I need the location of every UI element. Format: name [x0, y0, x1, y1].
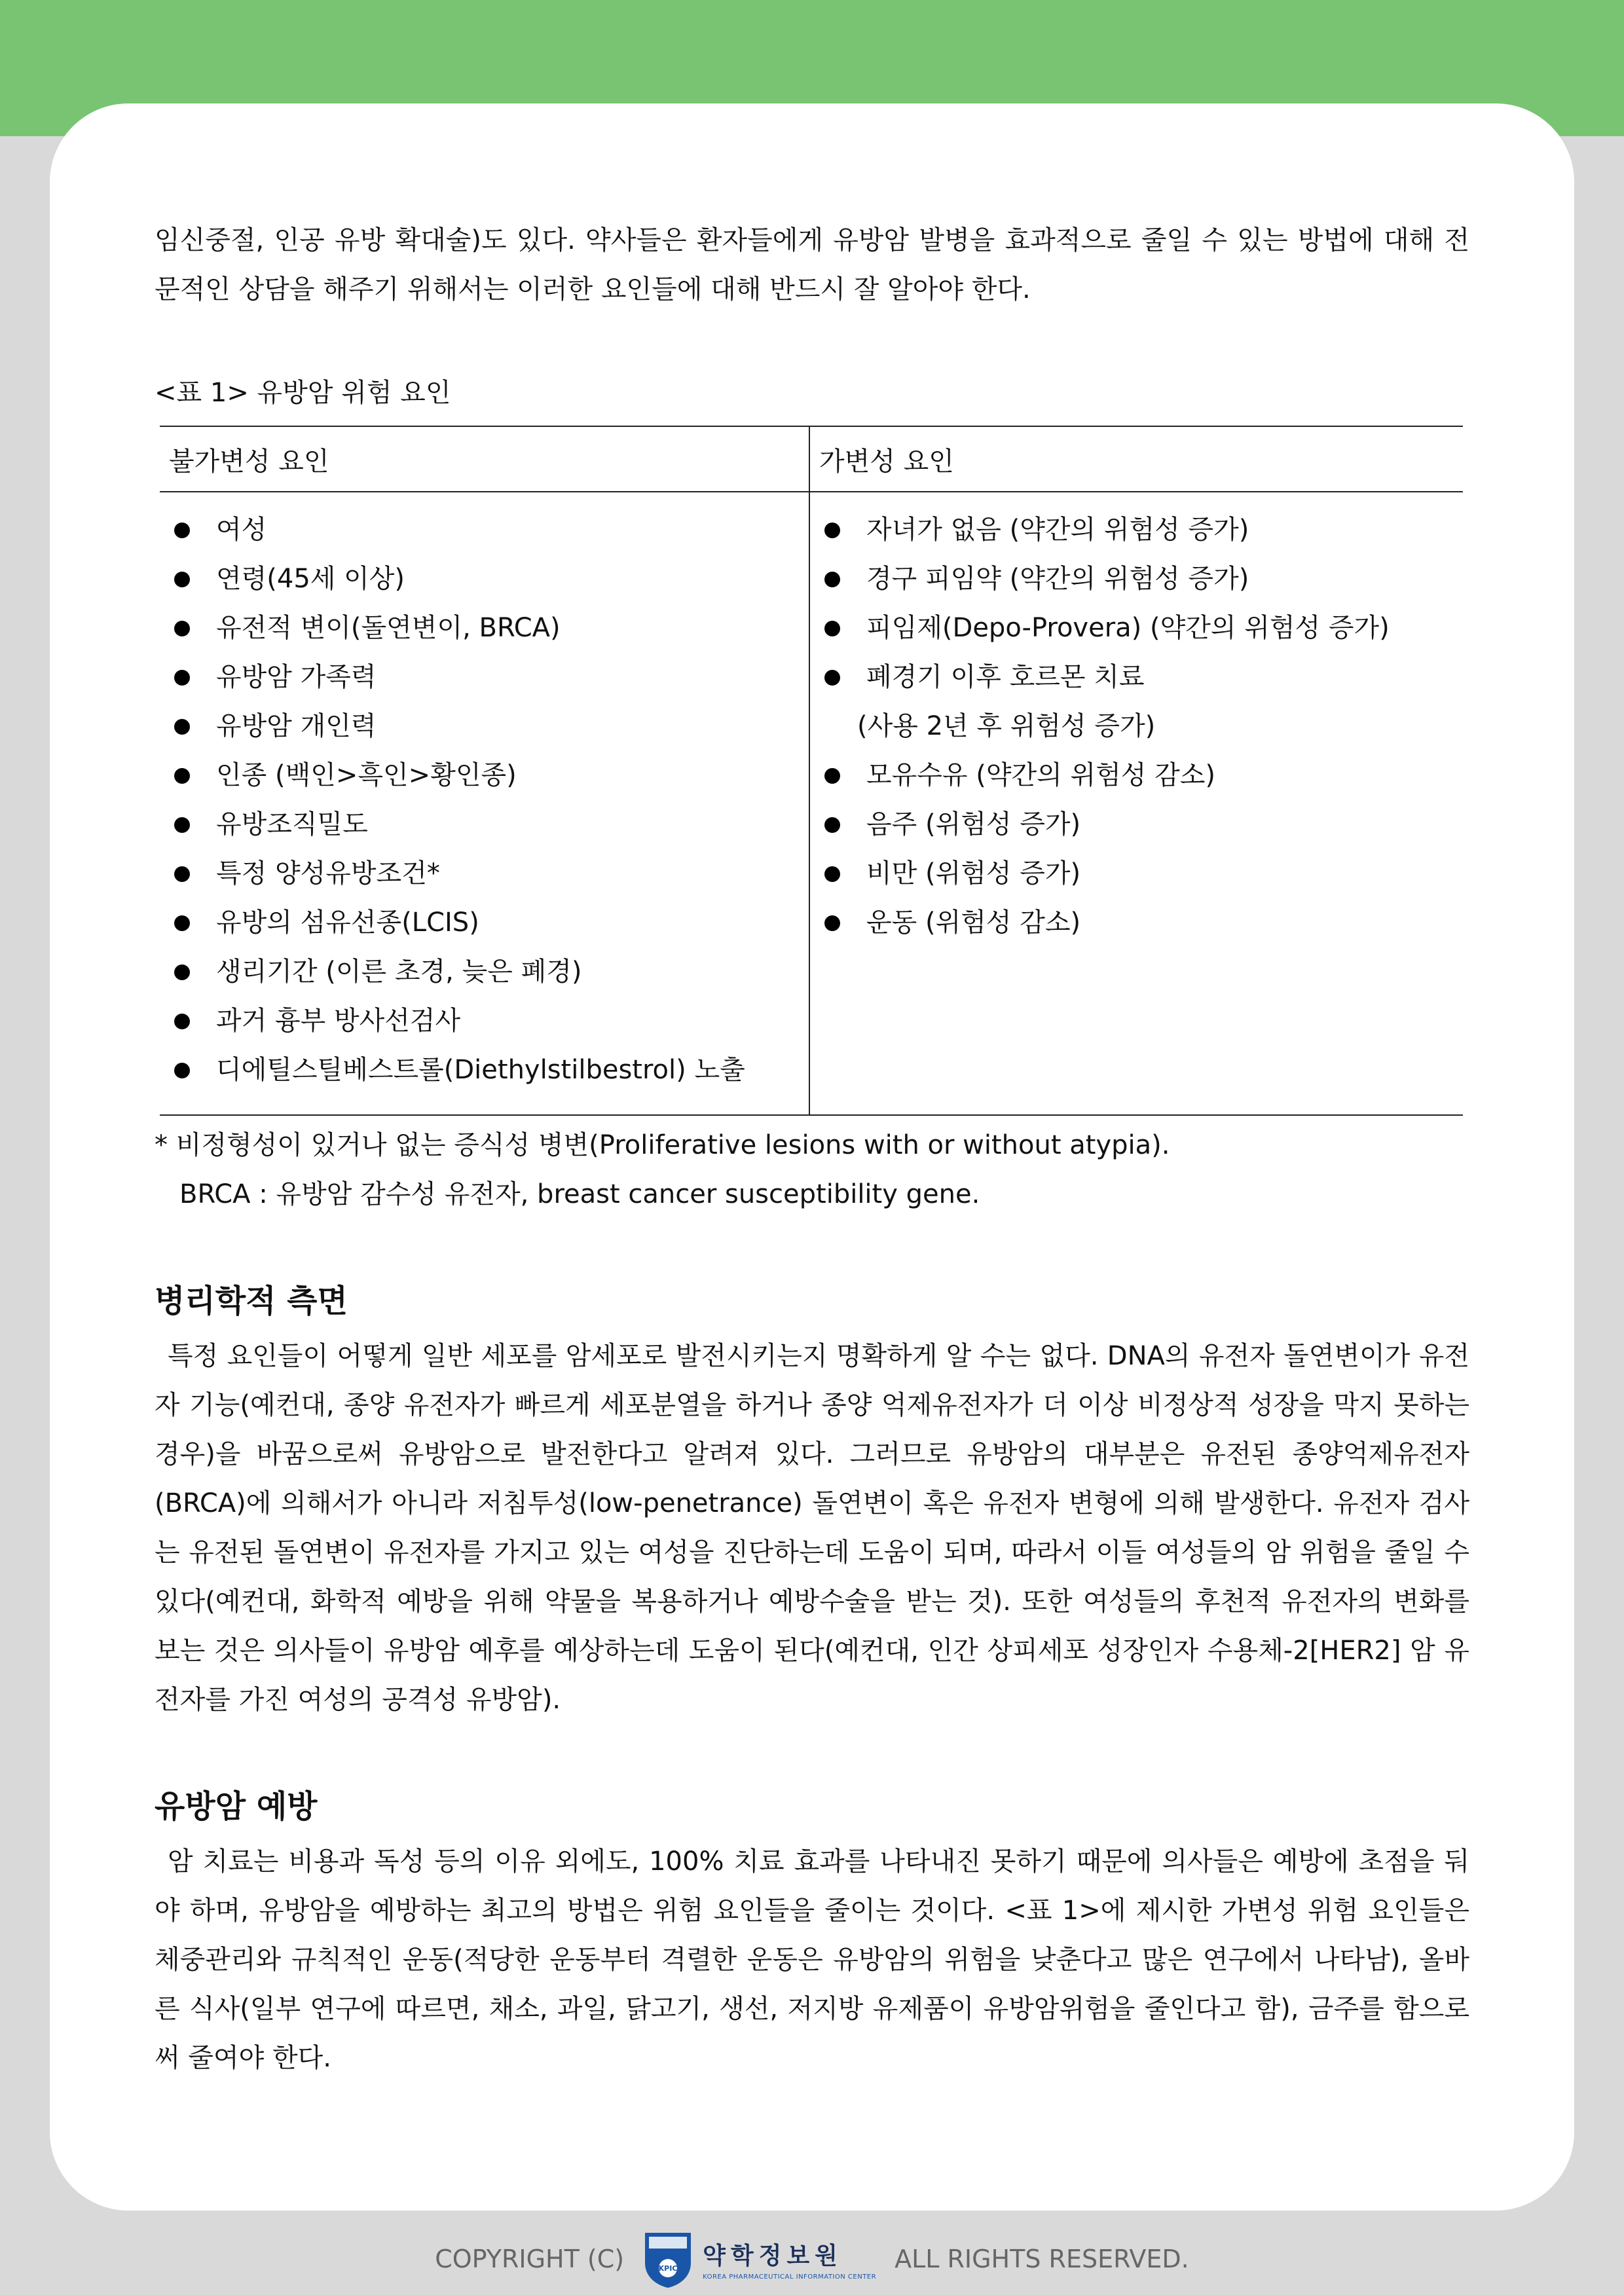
list-item: 음주 (위험성 증가): [819, 800, 1463, 849]
kpic-emblem-icon: [642, 2229, 693, 2289]
list-item: 유방의 섬유선종(LCIS): [169, 898, 809, 947]
non-modifiable-cell: [160, 492, 809, 1115]
logo-wordmark: [703, 2237, 876, 2281]
list-item: 유방암 가족력: [169, 653, 809, 702]
list-item: 운동 (위험성 감소): [819, 898, 1463, 947]
list-item-continuation: (사용 2년 후 위험성 증가): [857, 711, 1156, 741]
list-item: 연령(45세 이상): [169, 555, 809, 604]
risk-factor-table: [160, 426, 1463, 1116]
list-item: 유방암 개인력: [169, 702, 809, 751]
logo-badge-text: KPIC: [658, 2264, 678, 2273]
section-heading-prevention: 유방암 예방: [155, 1788, 318, 1825]
list-item: 모유수유 (약간의 위험성 감소): [819, 751, 1463, 800]
list-item: 생리기간 (이른 초경, 늦은 폐경): [169, 947, 809, 997]
section-heading-pathology: 병리학적 측면: [155, 1283, 348, 1319]
logo-korean-name: 약학정보원: [703, 2243, 843, 2269]
list-item: 여성: [169, 505, 809, 555]
column-header-non-modifiable: 불가변성 요인: [160, 426, 809, 492]
table-caption: <표 1> 유방암 위험 요인: [155, 378, 451, 408]
list-item: 경구 피임약 (약간의 위험성 증가): [819, 555, 1463, 604]
list-item: 특정 양성유방조건*: [169, 849, 809, 898]
section-body-prevention: 암 치료는 비용과 독성 등의 이유 외에도, 100% 치료 효과를 나타내진 못하기 때문에 의사들은 예방에 초점을 둬야 하며, 유방암을 예방하는 최고의 방법은 위험 요인들을 줄이는 것이다. <표 1>에 제시한 가변성 위험 요인들은 체중관리와 규칙적인 운동(적당한 운동부터 격렬한 운동은 유방암의 위험을 낮춘다고 많은 연구에서 나타남), 올바른 식사(일부 연구에 따르면, 채소, 과일, 닭고기, 생선, 저지방 유제품이 유방암위험을 줄인다고 함), 금주를 함으로써 줄여야 한다.: [155, 1846, 1469, 2073]
copyright-text: COPYRIGHT (C): [435, 2245, 625, 2273]
rights-text: ALL RIGHTS RESERVED.: [895, 2245, 1189, 2273]
footnote-brca: BRCA : 유방암 감수성 유전자, breast cancer susceptibility gene.: [179, 1179, 980, 1209]
list-item: 유전적 변이(돌연변이, BRCA): [169, 604, 809, 653]
list-item: 자녀가 없음 (약간의 위험성 증가): [819, 505, 1463, 555]
modifiable-list: [819, 505, 1463, 947]
list-item: 피임제(Depo-Provera) (약간의 위험성 증가): [819, 604, 1463, 653]
non-modifiable-list: [169, 505, 809, 1095]
page-footer: [0, 2223, 1624, 2295]
list-item: 폐경기 이후 호르몬 치료: [819, 653, 1463, 702]
list-item: 유방조직밀도: [169, 800, 809, 849]
list-item: 디에틸스틸베스트롤(Diethylstilbestrol) 노출: [169, 1046, 809, 1095]
footnote-atypia: * 비정형성이 있거나 없는 증식성 병변(Proliferative lesions with or without atypia).: [155, 1130, 1170, 1160]
list-item: 과거 흉부 방사선검사: [169, 997, 809, 1046]
logo-english-name: KOREA PHARMACEUTICAL INFORMATION CENTER: [703, 2273, 877, 2281]
section-body-pathology: 특정 요인들이 어떻게 일반 세포를 암세포로 발전시키는지 명확하게 알 수는 없다. DNA의 유전자 돌연변이가 유전자 기능(예컨대, 종양 유전자가 빠르게 세포분열을 하거나 종양 억제유전자가 더 이상 비정상적 성장을 막지 못하는 경우)을 바꿈으로써 유방암으로 발전한다고 알려져 있다. 그러므로 유방암의 대부분은 유전된 종양억제유전자(BRCA)에 의해서가 아니라 저침투성(low-penetrance) 돌연변이 혹은 유전자 변형에 의해 발생한다. 유전자 검사는 유전된 돌연변이 유전자를 가지고 있는 여성을 진단하는데 도움이 되며, 따라서 이들 여성들의 암 위험을 줄일 수 있다(예컨대, 화학적 예방을 위해 약물을 복용하거나 예방수술을 받는 것). 또한 여성들의 후천적 유전자의 변화를 보는 것은 의사들이 유방암 예후를 예상하는데 도움이 된다(예컨대, 인간 상피세포 성장인자 수용체-2[HER2] 암 유전자를 가진 여성의 공격성 유방암).: [155, 1341, 1469, 1715]
list-item: 비만 (위험성 증가): [819, 849, 1463, 898]
column-header-modifiable: 가변성 요인: [809, 426, 1463, 492]
modifiable-cell: [809, 492, 1463, 1115]
kpic-logo: [642, 2229, 876, 2289]
intro-paragraph: 임신중절, 인공 유방 확대술)도 있다. 약사들은 환자들에게 유방암 발병을 효과적으로 줄일 수 있는 방법에 대해 전문적인 상담을 해주기 위해서는 이러한 요인들에 대해 반드시 잘 알아야 한다.: [155, 225, 1469, 304]
table-footnotes: [155, 1121, 1469, 1219]
list-item: 인종 (백인>흑인>황인종): [169, 751, 809, 800]
document-content: [155, 216, 1469, 2083]
